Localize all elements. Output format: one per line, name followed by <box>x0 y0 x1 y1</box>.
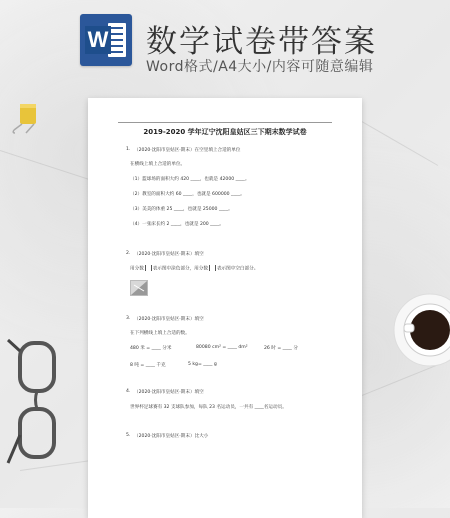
q1-item: （1）篮球场的面积大约 420 ____，也就是 42000 ____。 <box>130 177 250 182</box>
q3-cell: 26 时 = ____ 分 <box>264 346 298 351</box>
q2-text-c: 表示图中空白部分。 <box>216 266 259 272</box>
q3-cell: 5 kg= ____ g <box>188 362 217 367</box>
q3-instruction: 在下列横线上填上合适的数。 <box>130 331 190 336</box>
q1-item: （4）一张床长约 2 ____，也就是 200 ____。 <box>130 222 224 227</box>
q1-source: （2020·沈阳市皇姑区·期末）在空里填上合适的单位 <box>134 148 241 153</box>
fraction-blank-icon <box>209 265 216 271</box>
shaded-figure-image <box>130 280 148 296</box>
q1-number: 1. <box>126 147 131 152</box>
q1-instruction: 在横线上填上合适的单位。 <box>130 162 186 167</box>
q3-cell: 80080 cm² = ____ dm² <box>196 345 248 350</box>
q5-number: 5. <box>126 433 131 438</box>
q2-text-a: 用分数 <box>130 266 144 272</box>
document-title: 2019-2020 学年辽宁沈阳皇姑区三下期末数学试卷 <box>143 128 307 136</box>
q3-source: （2020·沈阳市皇姑区·期末）填空 <box>134 317 204 322</box>
q2-text <box>130 265 258 272</box>
word-logo-letter: W <box>85 26 111 54</box>
q2-number: 2. <box>126 251 131 256</box>
eyeglasses-icon <box>6 335 66 475</box>
q2-text-b: 表示图中涂色部分，用分数 <box>152 266 208 272</box>
marble-vein <box>360 120 438 166</box>
q5-source: （2020·沈阳市皇姑区·期末）比大小 <box>134 434 209 439</box>
q4-number: 4. <box>126 389 131 394</box>
document-page <box>88 98 362 518</box>
q4-source: （2020·沈阳市皇姑区·期末）填空 <box>134 390 204 395</box>
q1-item: （2）教室的面积大约 60 ____，也就是 600000 ____。 <box>130 192 245 197</box>
word-icon <box>80 14 132 66</box>
fraction-blank-icon <box>145 265 152 271</box>
q1-item: （3）美美的体重 25 ____，也就是 25000 ____。 <box>130 207 233 212</box>
header-rule <box>118 122 332 123</box>
q4-text: 世界杯足球赛有 32 支球队参加，每队 23 名运动员，一共有 ____名运动员。 <box>130 405 287 410</box>
q3-cell: 480 米 = ____ 分米 <box>130 346 172 351</box>
coffee-cup-icon <box>390 290 450 370</box>
binder-clip-icon <box>10 100 40 136</box>
q2-source: （2020·沈阳市皇姑区·期末）填空 <box>134 252 204 257</box>
q3-cell: 8 吨 = ____ 千克 <box>130 363 166 368</box>
q3-number: 3. <box>126 316 131 321</box>
page-title: 数学试卷带答案 <box>146 24 377 60</box>
page-subtitle: Word格式/A4大小/内容可随意编辑 <box>146 59 374 75</box>
